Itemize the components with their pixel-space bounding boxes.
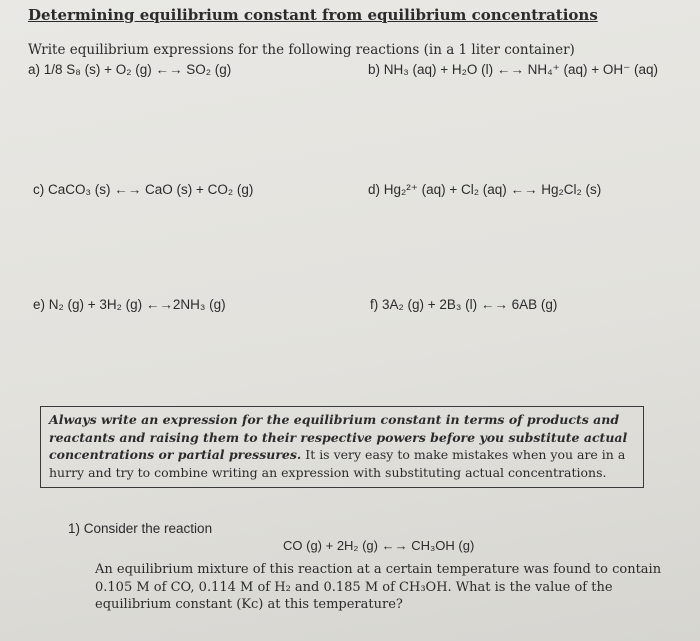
- note-rest: It is very easy to make mistakes when you are in a hurry and try to combine writing an expression with substituting actual concentrations.: [49, 447, 626, 480]
- question-1-reaction: CO (g) + 2H₂ (g) ←→ CH₃OH (g): [283, 538, 475, 553]
- reaction-a: a) 1/8 S₈ (s) + O₂ (g) ←→ SO₂ (g): [28, 62, 232, 77]
- note-box: [40, 406, 644, 488]
- question-1-body: An equilibrium mixture of this reaction at a certain temperature was found to contain 0.105 M of CO, 0.114 M of H₂ and 0.185 M of CH₃OH. What is the value of the equilibrium constant (Kc) at this temperature?: [95, 562, 662, 612]
- reaction-e: e) N₂ (g) + 3H₂ (g) ←→2NH₃ (g): [33, 297, 226, 312]
- note-emphasis: Always write an expression for the equilibrium constant in terms of products and reactants and raising them to their respective powers before you substitute actual concentrations or partial pressures.: [49, 412, 628, 462]
- reaction-f: f) 3A₂ (g) + 2B₃ (l) ←→ 6AB (g): [370, 297, 558, 312]
- question-1-label: 1) Consider the reaction: [68, 521, 213, 536]
- reaction-c: c) CaCO₃ (s) ←→ CaO (s) + CO₂ (g): [33, 182, 254, 197]
- worksheet-title: Determining equilibrium constant from equilibrium concentrations: [28, 6, 598, 24]
- reaction-d: d) Hg₂²⁺ (aq) + Cl₂ (aq) ←→ Hg₂Cl₂ (s): [368, 182, 602, 197]
- reaction-b: b) NH₃ (aq) + H₂O (l) ←→ NH₄⁺ (aq) + OH⁻ (aq): [368, 62, 659, 77]
- instructions: Write equilibrium expressions for the following reactions (in a 1 liter container): [28, 42, 575, 58]
